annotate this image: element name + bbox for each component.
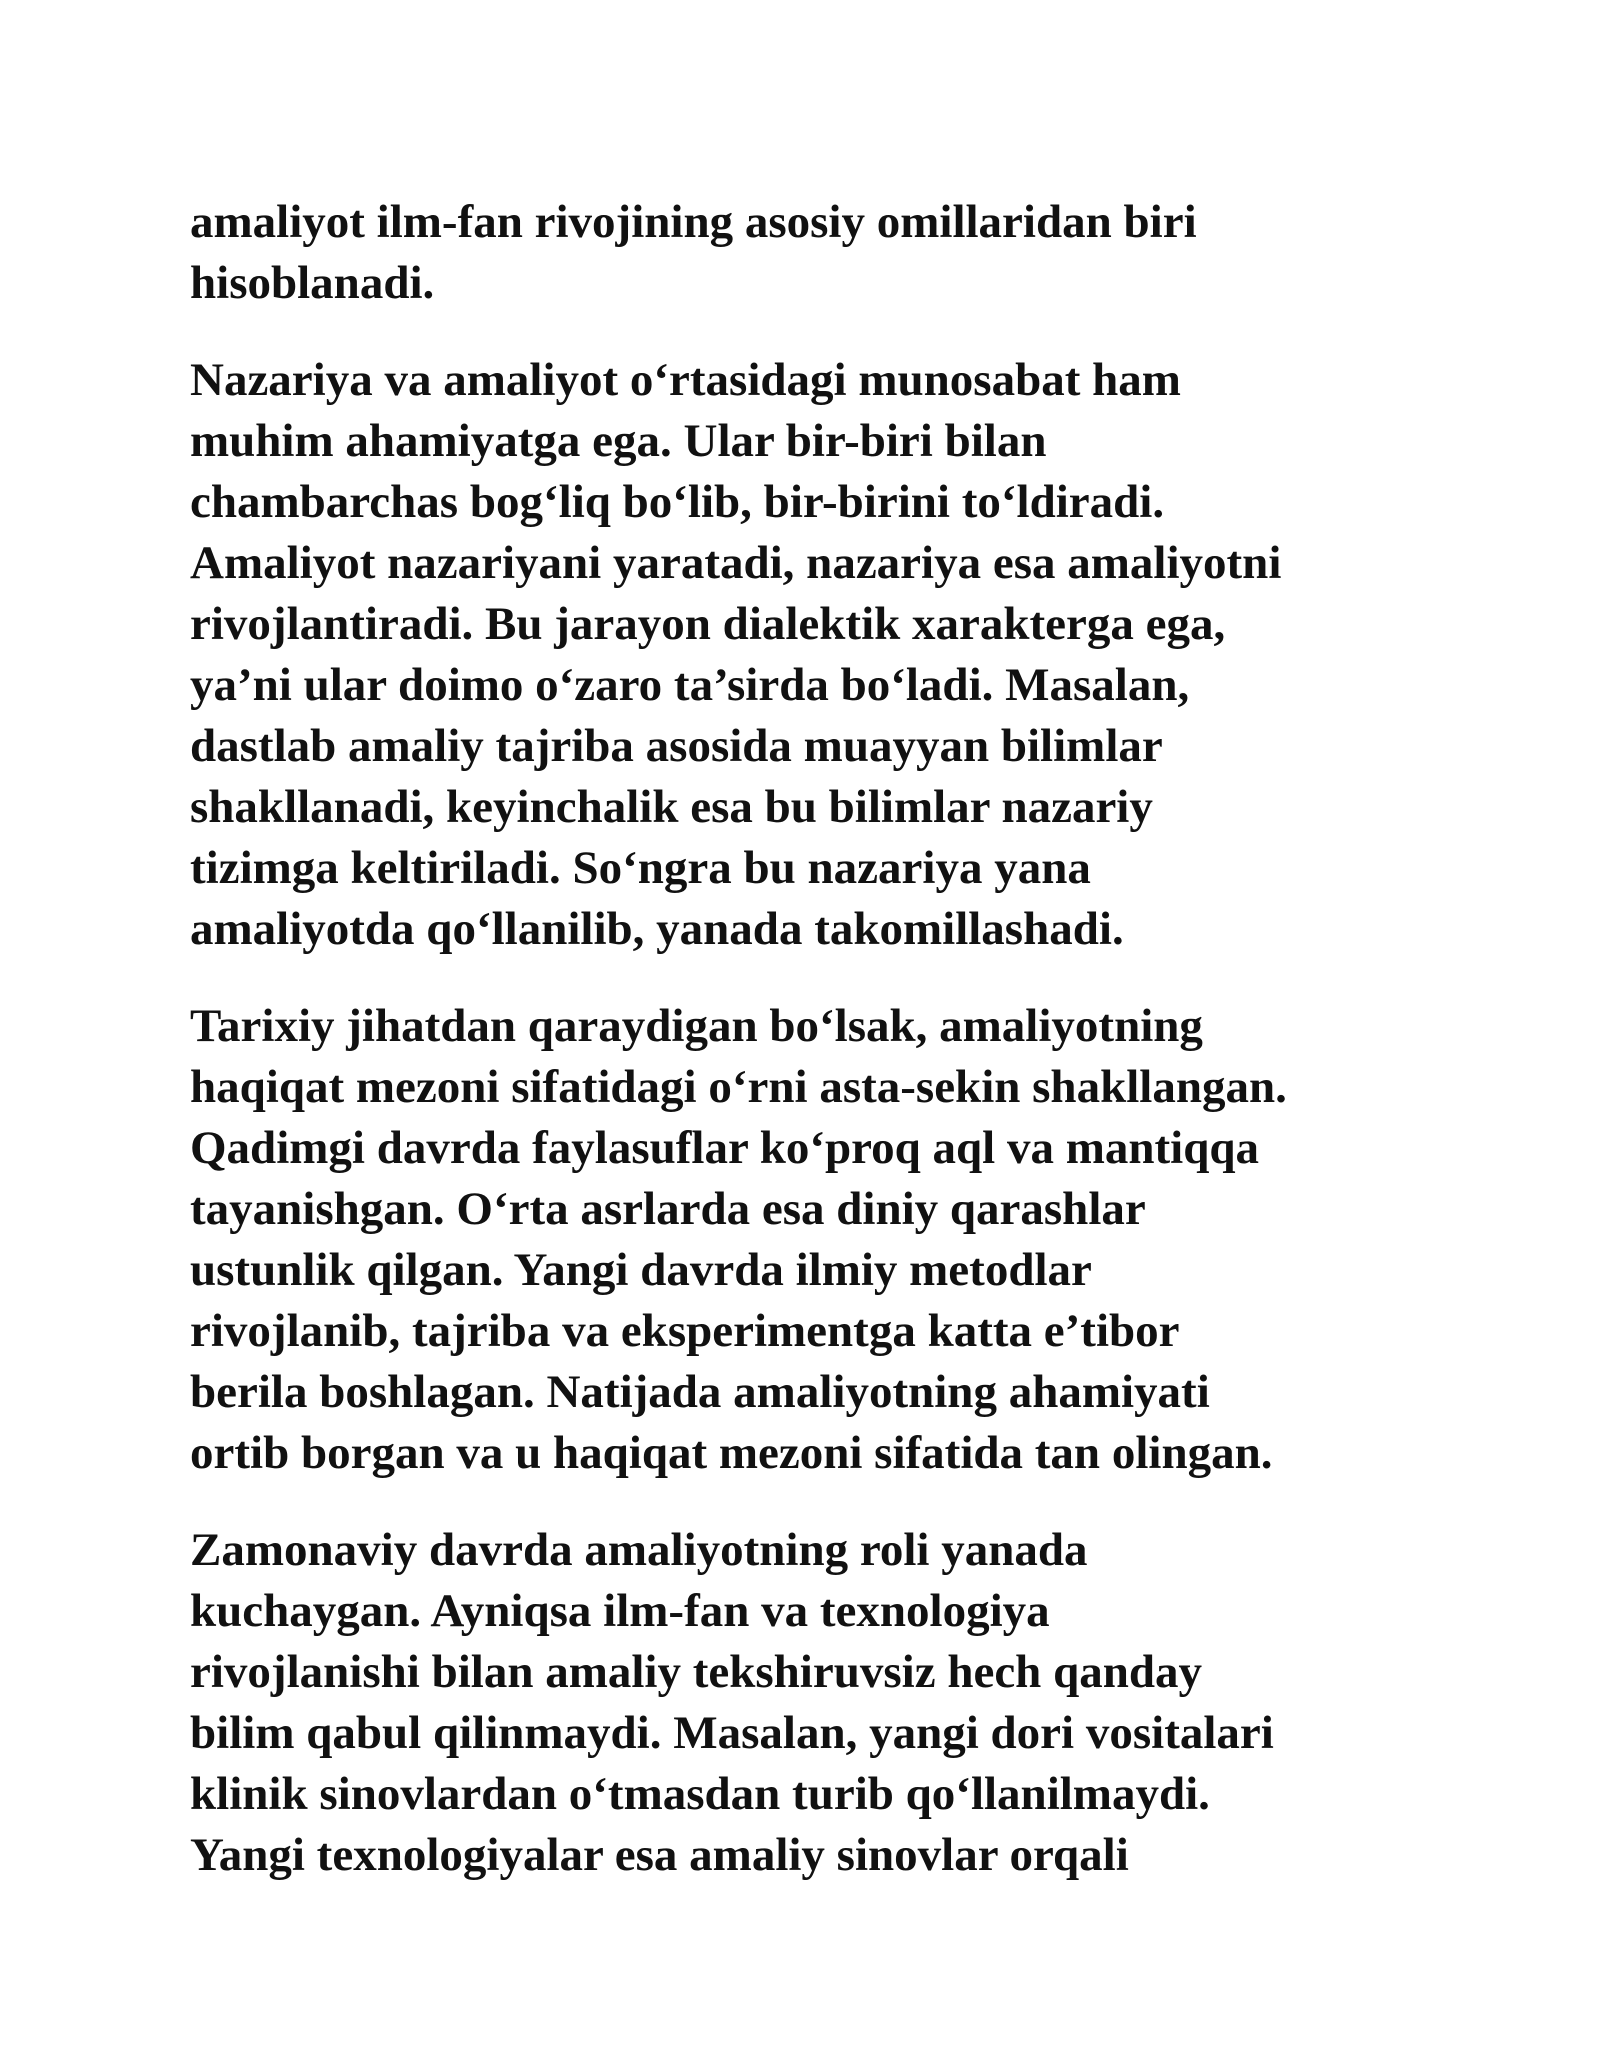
text-line: hisoblanadi. <box>190 257 435 309</box>
text-line: ustunlik qilgan. Yangi davrda ilmiy metodlar <box>190 1244 1092 1296</box>
text-line: ortib borgan va u haqiqat mezoni sifatida tan olingan. <box>190 1427 1273 1479</box>
text-line: klinik sinovlardan o‘tmasdan turib qo‘llanilmaydi. <box>190 1768 1210 1820</box>
text-line: Yangi texnologiyalar esa amaliy sinovlar orqali <box>190 1829 1129 1881</box>
text-line: chambarchas bog‘liq bo‘lib, bir-birini to‘ldiradi. <box>190 476 1165 528</box>
text-line: Amaliyot nazariyani yaratadi, nazariya esa amaliyotni <box>190 537 1282 589</box>
text-line: kuchaygan. Ayniqsa ilm-fan va texnologiya <box>190 1585 1050 1637</box>
text-line: Nazariya va amaliyot o‘rtasidagi munosabat ham <box>190 354 1181 406</box>
paragraph-3 <box>190 996 1450 1484</box>
text-line: Zamonaviy davrda amaliyotning roli yanada <box>190 1524 1088 1576</box>
text-line: shakllanadi, keyinchalik esa bu bilimlar nazariy <box>190 781 1153 833</box>
text-line: rivojlanib, tajriba va eksperimentga katta e’tibor <box>190 1305 1180 1357</box>
text-line: haqiqat mezoni sifatidagi o‘rni asta-sekin shakllangan. <box>190 1061 1287 1113</box>
text-line: bilim qabul qilinmaydi. Masalan, yangi dori vositalari <box>190 1707 1274 1759</box>
paragraph-1 <box>190 192 1450 314</box>
text-line: tayanishgan. O‘rta asrlarda esa diniy qarashlar <box>190 1183 1146 1235</box>
text-line: ya’ni ular doimo o‘zaro ta’sirda bo‘ladi. Masalan, <box>190 659 1190 711</box>
text-line: Tarixiy jihatdan qaraydigan bo‘lsak, amaliyotning <box>190 1000 1203 1052</box>
paragraph-2 <box>190 350 1450 960</box>
paragraph-4 <box>190 1520 1450 1886</box>
text-line: amaliyotda qo‘llanilib, yanada takomillashadi. <box>190 903 1124 955</box>
text-line: amaliyot ilm-fan rivojining asosiy omillaridan biri <box>190 196 1197 248</box>
text-line: Qadimgi davrda faylasuflar ko‘proq aql va mantiqqa <box>190 1122 1260 1174</box>
text-line: dastlab amaliy tajriba asosida muayyan bilimlar <box>190 720 1163 772</box>
text-line: tizimga keltiriladi. So‘ngra bu nazariya yana <box>190 842 1091 894</box>
text-line: rivojlantiradi. Bu jarayon dialektik xarakterga ega, <box>190 598 1226 650</box>
text-line: rivojlanishi bilan amaliy tekshiruvsiz hech qanday <box>190 1646 1202 1698</box>
text-line: berila boshlagan. Natijada amaliyotning ahamiyati <box>190 1366 1210 1418</box>
text-line: muhim ahamiyatga ega. Ular bir-biri bilan <box>190 415 1047 467</box>
body-text <box>190 192 1450 1922</box>
